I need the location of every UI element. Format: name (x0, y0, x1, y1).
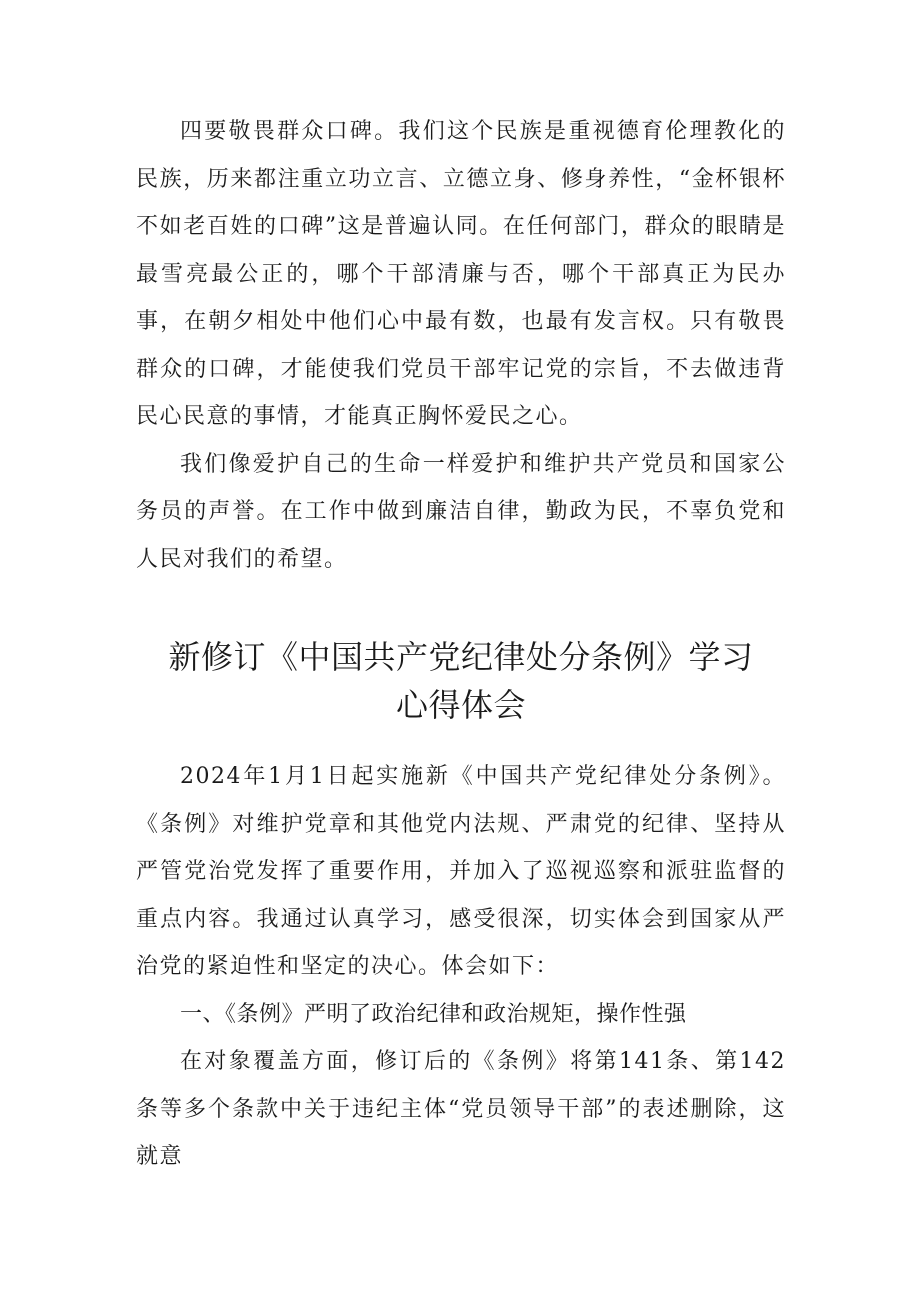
section-1-heading: 一、《条例》严明了政治纪律和政治规矩，操作性强 (180, 1001, 687, 1027)
document-body (136, 108, 786, 1181)
section-1-paragraph: 在对象覆盖方面，修订后的《条例》将第141条、第142条等多个条款中关于违纪主体“党员领导干部”的表述删除，这就意 (136, 1049, 786, 1169)
intro-paragraph: 2024年1月1日起实施新《中国共产党纪律处分条例》。《条例》对维护党章和其他党内法规、严肃党的纪律、坚持从严管党治党发挥了重要作用，并加入了巡视巡察和派驻监督的重点内容。我通过认真学习，感受很深，切实体会到国家从严治党的紧迫性和坚定的决心。体会如下： (136, 764, 786, 979)
document-title-block (136, 633, 786, 729)
document-title-line-2: 心得体会 (395, 686, 526, 724)
paragraph-protect-reputation: 我们像爱护自己的生命一样爱护和维护共产党员和国家公务员的声誉。在工作中做到廉洁自律，勤政为民，不辜负党和人民对我们的希望。 (136, 451, 786, 572)
document-title-line-1: 新修订《中国共产党纪律处分条例》学习 (168, 638, 754, 676)
paragraph-respect-public-reputation: 四要敬畏群众口碑。我们这个民族是重视德育伦理教化的民族，历来都注重立功立言、立德立身、修身养性，“金杯银杯不如老百姓的口碑”这是普遍认同。在任何部门，群众的眼睛是最雪亮最公正的，哪个干部清廉与否，哪个干部真正为民办事，在朝夕相处中他们心中最有数，也最有发言权。只有敬畏群众的口碑，才能使我们党员干部牢记党的宗旨，不去做违背民心民意的事情，才能真正胸怀爱民之心。 (136, 119, 786, 429)
